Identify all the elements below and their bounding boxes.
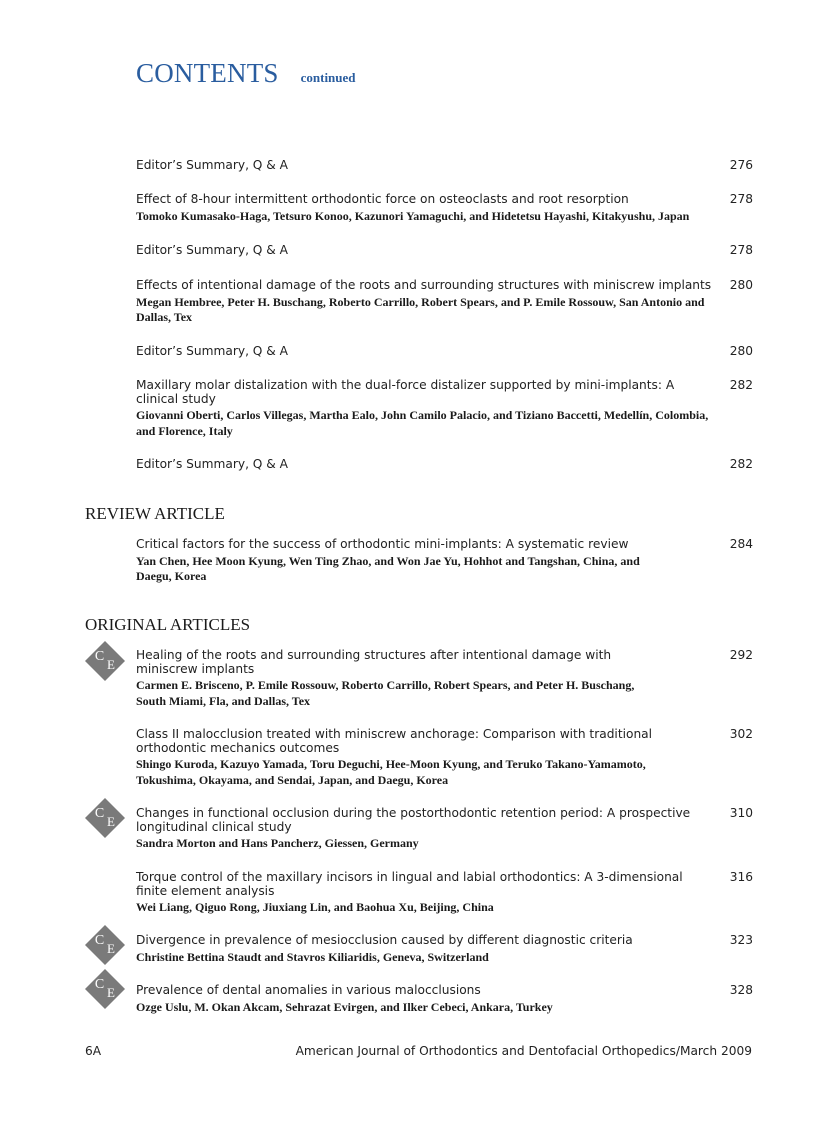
entry-title: Prevalence of dental anomalies in various malocclusions (136, 983, 481, 997)
ce-diamond (85, 798, 125, 838)
footer-page-label: 6A (85, 1044, 102, 1058)
entry-authors: Giovanni Oberti, Carlos Villegas, Martha Ealo, John Camilo Palacio, and Tiziano Baccetti, Medellín, Colombia, and Florence, Italy (136, 408, 709, 438)
entry-page: 276 (729, 158, 753, 172)
entry-authors: Ozge Uslu, M. Okan Akcam, Sehrazat Evirgen, and Ilker Cebeci, Ankara, Turkey (136, 999, 553, 1014)
ce-letter-e: E (107, 814, 115, 829)
entry-title: Maxillary molar distalization with the dual-force distalizer supported by mini-implants: A clinical study (136, 378, 675, 406)
entry-page: 323 (729, 933, 753, 947)
entry-title: Editor’s Summary, Q & A (136, 158, 288, 172)
ce-letter-e: E (107, 941, 115, 956)
toc-entry[interactable] (136, 279, 753, 326)
contents-title: CONTENTS (136, 58, 279, 88)
toc-entry[interactable] (136, 649, 753, 709)
entry-page: 280 (729, 344, 753, 358)
entry-page: 282 (729, 457, 753, 471)
page-header (136, 58, 356, 89)
footer-journal: American Journal of Orthodontics and Dentofacial Orthopedics/March 2009 (295, 1044, 752, 1058)
toc-entry[interactable] (136, 934, 753, 965)
toc-entry[interactable] (136, 379, 753, 439)
entry-title: Critical factors for the success of orthodontic mini-implants: A systematic review (136, 537, 629, 551)
ce-diamond (85, 969, 125, 1009)
toc-entry[interactable] (136, 159, 753, 173)
entry-title: Editor’s Summary, Q & A (136, 243, 288, 257)
ce-letter-e: E (107, 985, 115, 1000)
section-heading-review: REVIEW ARTICLE (85, 504, 225, 523)
entry-authors: Tomoko Kumasako-Haga, Tetsuro Konoo, Kazunori Yamaguchi, and Hidetetsu Hayashi, Kitakyushu, Japan (136, 208, 690, 223)
ce-credit-icon (84, 968, 126, 1010)
entry-title: Effects of intentional damage of the roots and surrounding structures with miniscrew implants (136, 278, 712, 292)
toc-entry[interactable] (136, 984, 753, 1015)
entry-title: Divergence in prevalence of mesiocclusion caused by different diagnostic criteria (136, 933, 633, 947)
toc-entry[interactable] (136, 345, 753, 359)
ce-credit-icon (84, 640, 126, 682)
toc-entry[interactable] (136, 244, 753, 258)
entry-page: 278 (729, 243, 753, 257)
entry-page: 302 (729, 727, 753, 741)
entry-page: 280 (729, 278, 753, 292)
toc-entry[interactable] (136, 193, 753, 224)
toc-entry[interactable] (136, 807, 753, 852)
entry-title: Torque control of the maxillary incisors in lingual and labial orthodontics: A 3-dimensional finite element analysis (136, 870, 683, 898)
entry-authors: Sandra Morton and Hans Pancherz, Giessen, Germany (136, 836, 419, 850)
entry-title: Editor’s Summary, Q & A (136, 457, 288, 471)
entry-page: 316 (729, 870, 753, 884)
ce-credit-icon (84, 924, 126, 966)
entry-title: Class II malocclusion treated with miniscrew anchorage: Comparison with traditional orthodontic mechanics outcomes (136, 727, 653, 755)
entry-authors: Carmen E. Brisceno, P. Emile Rossouw, Roberto Carrillo, Robert Spears, and Peter H. Buschang, South Miami, Fla, and Dallas, Tex (136, 678, 635, 708)
toc-entry[interactable] (136, 728, 753, 788)
entry-page: 278 (729, 192, 753, 206)
entry-authors: Shingo Kuroda, Kazuyo Yamada, Toru Deguchi, Hee-Moon Kyung, and Teruko Takano-Yamamoto, Tokushima, Okayama, and Sendai, Japan, and Daegu, Korea (136, 757, 646, 787)
section-heading-original: ORIGINAL ARTICLES (85, 615, 251, 634)
toc-entry[interactable] (136, 458, 753, 472)
entry-page: 284 (729, 537, 753, 551)
ce-credit-icon (84, 797, 126, 839)
ce-letter-c: C (94, 977, 105, 992)
ce-letter-e: E (107, 657, 115, 672)
entry-authors: Megan Hembree, Peter H. Buschang, Roberto Carrillo, Robert Spears, and P. Emile Rossouw, San Antonio and Dallas, Tex (136, 294, 705, 324)
contents-subtitle: continued (300, 70, 356, 85)
ce-diamond (85, 641, 125, 681)
ce-letter-c: C (94, 806, 105, 821)
entry-page: 310 (729, 806, 753, 820)
toc-entry[interactable] (136, 871, 753, 916)
toc-entry[interactable] (136, 538, 753, 585)
entry-page: 328 (729, 983, 753, 997)
entry-page: 282 (729, 378, 753, 392)
entry-authors: Christine Bettina Staudt and Stavros Kiliaridis, Geneva, Switzerland (136, 949, 489, 964)
entry-authors: Yan Chen, Hee Moon Kyung, Wen Ting Zhao, and Won Jae Yu, Hohhot and Tangshan, China, and Daegu, Korea (136, 553, 640, 583)
entry-title: Healing of the roots and surrounding structures after intentional damage with miniscrew implants (136, 648, 612, 676)
ce-letter-c: C (94, 649, 105, 664)
entry-title: Changes in functional occlusion during the postorthodontic retention period: A prospective longitudinal clinical study (136, 806, 691, 834)
entry-page: 292 (729, 648, 753, 662)
entry-title: Effect of 8-hour intermittent orthodontic force on osteoclasts and root resorption (136, 192, 629, 206)
ce-diamond (85, 925, 125, 965)
entry-title: Editor’s Summary, Q & A (136, 344, 288, 358)
entry-authors: Wei Liang, Qiguo Rong, Jiuxiang Lin, and Baohua Xu, Beijing, China (136, 900, 494, 914)
ce-letter-c: C (94, 933, 105, 948)
